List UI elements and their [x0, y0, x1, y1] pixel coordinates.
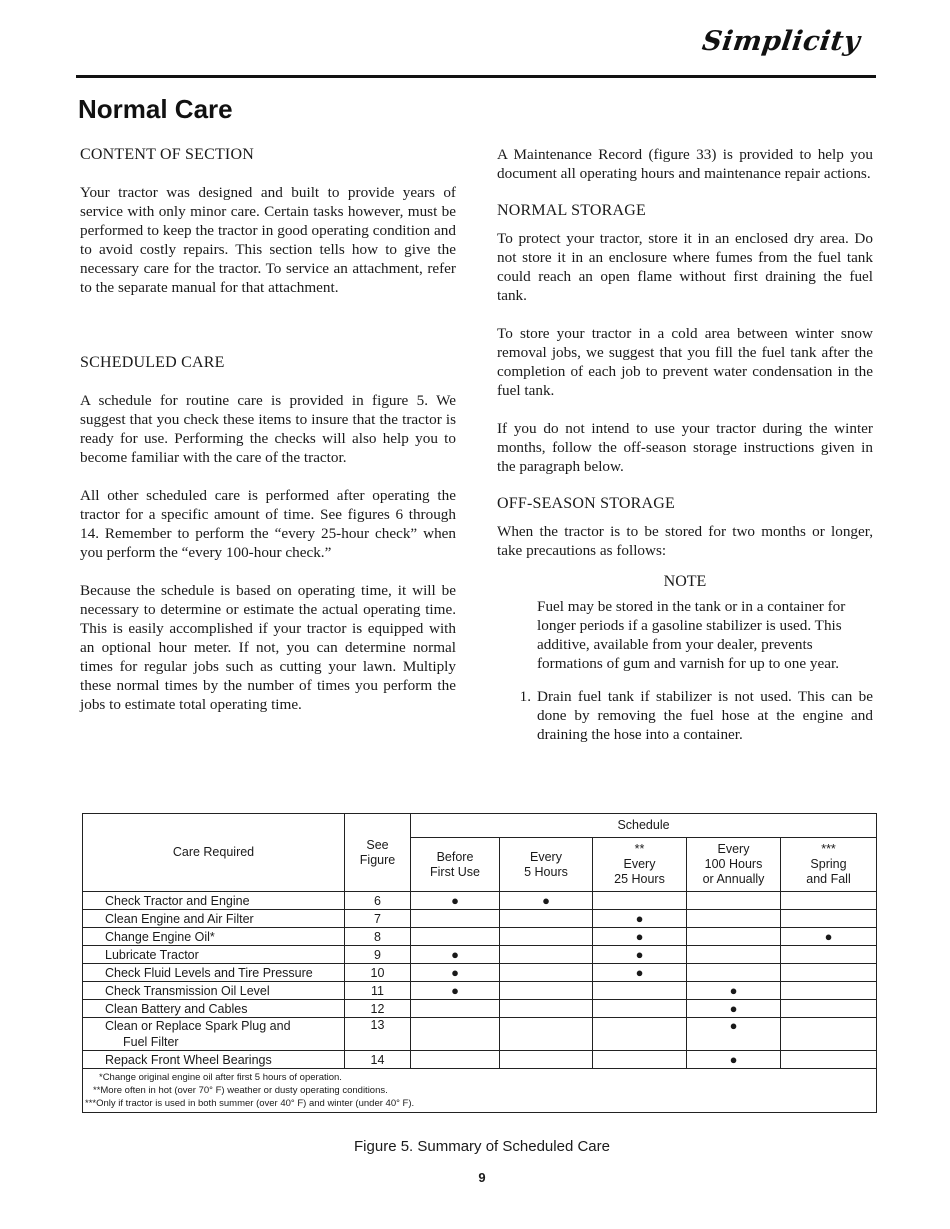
schedule-dot: ●: [411, 946, 500, 964]
care-item: Clean or Replace Spark Plug and Fuel Filter: [83, 1018, 345, 1051]
header-rule: [76, 75, 876, 78]
figure-ref: 12: [345, 1000, 411, 1018]
header-every-100-hours: Every 100 Hours or Annually: [687, 838, 781, 892]
scheduled-care-heading: SCHEDULED CARE: [80, 354, 225, 371]
footnote-3: ***Only if tractor is used in both summer (over 40° F) and winter (under 40° F).: [85, 1098, 415, 1109]
figure-ref: 9: [345, 946, 411, 964]
scheduled-paragraph-1: A schedule for routine care is provided in figure 5. We suggest that you check these items to insure that the tractor is ready for use. Performing the checks will also help you to become familiar with the care of the tractor.: [80, 392, 456, 466]
figure-ref: 6: [345, 892, 411, 910]
schedule-dot: ●: [687, 982, 781, 1000]
schedule-dot: ●: [687, 1000, 781, 1018]
right-column: [497, 145, 873, 744]
schedule-dot: ●: [593, 928, 687, 946]
left-column: [80, 145, 456, 714]
record-paragraph: A Maintenance Record (figure 33) is provided to help you document all operating hours and maintenance repair actions.: [497, 146, 873, 182]
schedule-dot: ●: [781, 928, 877, 946]
header-spring-and-fall: *** Spring and Fall: [781, 838, 877, 892]
normal-storage-heading: NORMAL STORAGE: [497, 202, 647, 219]
care-item: Check Transmission Oil Level: [83, 982, 345, 1000]
schedule-dot: ●: [411, 982, 500, 1000]
care-item: Repack Front Wheel Bearings: [83, 1051, 345, 1069]
note-body: Fuel may be stored in the tank or in a container for longer periods if a gasoline stabilizer is used. This additive, available from your dealer, prevents formations of gum and varnish for up to one year.: [537, 598, 846, 672]
care-item: Clean Engine and Air Filter: [83, 910, 345, 928]
care-item: Change Engine Oil*: [83, 928, 345, 946]
content-paragraph: Your tractor was designed and built to provide years of service with only minor care. Certain tasks however, must be performed to keep the tractor in good operating condition and to avoid costly repairs. This section tells how to give the necessary care for the tractor. To service an attachment, refer to the separate manual for that attachment.: [80, 184, 456, 296]
table-row: [83, 1000, 877, 1018]
header-before-first-use: Before First Use: [411, 838, 500, 892]
note-title: NOTE: [663, 573, 707, 590]
table-row: [83, 982, 877, 1000]
table-row: [83, 1051, 877, 1069]
footnote-1: *Change original engine oil after first 5 hours of operation.: [99, 1072, 342, 1083]
schedule-dot: ●: [500, 892, 593, 910]
off-season-heading: OFF-SEASON STORAGE: [497, 495, 676, 512]
table-row: [83, 892, 877, 910]
care-item: Lubricate Tractor: [83, 946, 345, 964]
table-row: [83, 910, 877, 928]
schedule-dot: ●: [411, 892, 500, 910]
header-schedule: Schedule: [411, 814, 877, 838]
care-item: Check Fluid Levels and Tire Pressure: [83, 964, 345, 982]
step-1: [497, 687, 873, 744]
content-heading: CONTENT OF SECTION: [80, 146, 254, 163]
header-see-figure: See Figure: [345, 814, 411, 892]
header-every-25-hours: ** Every 25 Hours: [593, 838, 687, 892]
storage-paragraph-1: To protect your tractor, store it in an enclosed dry area. Do not store it in an enclosure where fumes from the fuel tank could reach an open flame without first draining the fuel tank.: [497, 230, 873, 304]
figure-ref: 14: [345, 1051, 411, 1069]
figure-caption: Figure 5. Summary of Scheduled Care: [354, 1138, 610, 1155]
figure-ref: 11: [345, 982, 411, 1000]
table-row: [83, 964, 877, 982]
schedule-dot: ●: [593, 946, 687, 964]
scheduled-paragraph-3: Because the schedule is based on operating time, it will be necessary to determine or estimate the actual operating time. This is easily accomplished if your tractor is equipped with an optional hour meter. If not, you can determine normal times for regular jobs such as cutting your lawn. Multiply these normal times by the number of times you perform the jobs to estimate total operating time.: [80, 582, 456, 713]
table-row: [83, 928, 877, 946]
footnote-2: **More often in hot (over 70° F) weather or dusty operating conditions.: [93, 1085, 388, 1096]
page-title: Normal Care: [78, 94, 233, 124]
schedule-table: [82, 813, 877, 1113]
brand-logo: Simplicity: [700, 26, 863, 57]
storage-paragraph-2: To store your tractor in a cold area between winter snow removal jobs, we suggest that you fill the fuel tank after the completion of each job to prevent water condensation in the fuel tank.: [497, 325, 873, 399]
schedule-dot: ●: [593, 964, 687, 982]
figure-ref: 7: [345, 910, 411, 928]
scheduled-paragraph-2: All other scheduled care is performed after operating the tractor for a specific amount of time. See figures 6 through 14. Remember to perform the “every 25-hour check” when you perform the “every 100-hour check.”: [80, 487, 456, 561]
care-item: Clean Battery and Cables: [83, 1000, 345, 1018]
off-season-paragraph: When the tractor is to be stored for two months or longer, take precautions as follows:: [497, 523, 873, 559]
care-item: Check Tractor and Engine: [83, 892, 345, 910]
figure-ref: 8: [345, 928, 411, 946]
figure-ref: 10: [345, 964, 411, 982]
step-1-text: Drain fuel tank if stabilizer is not used. This can be done by removing the fuel hose at the engine and draining the hose into a container.: [537, 688, 873, 743]
schedule-dot: ●: [411, 964, 500, 982]
table-row: [83, 946, 877, 964]
figure-ref: 13: [345, 1018, 411, 1051]
header-care-required: Care Required: [83, 814, 345, 892]
schedule-dot: ●: [687, 1018, 781, 1051]
page-number: 9: [478, 1170, 486, 1185]
schedule-dot: ●: [687, 1051, 781, 1069]
header-every-5-hours: Every 5 Hours: [500, 838, 593, 892]
table-footnotes: [83, 1069, 877, 1113]
schedule-dot: ●: [593, 910, 687, 928]
storage-paragraph-3: If you do not intend to use your tractor during the winter months, follow the off-season storage instructions given in the paragraph below.: [497, 420, 873, 475]
table-row: [83, 1018, 877, 1051]
step-1-number: 1.: [519, 688, 531, 705]
